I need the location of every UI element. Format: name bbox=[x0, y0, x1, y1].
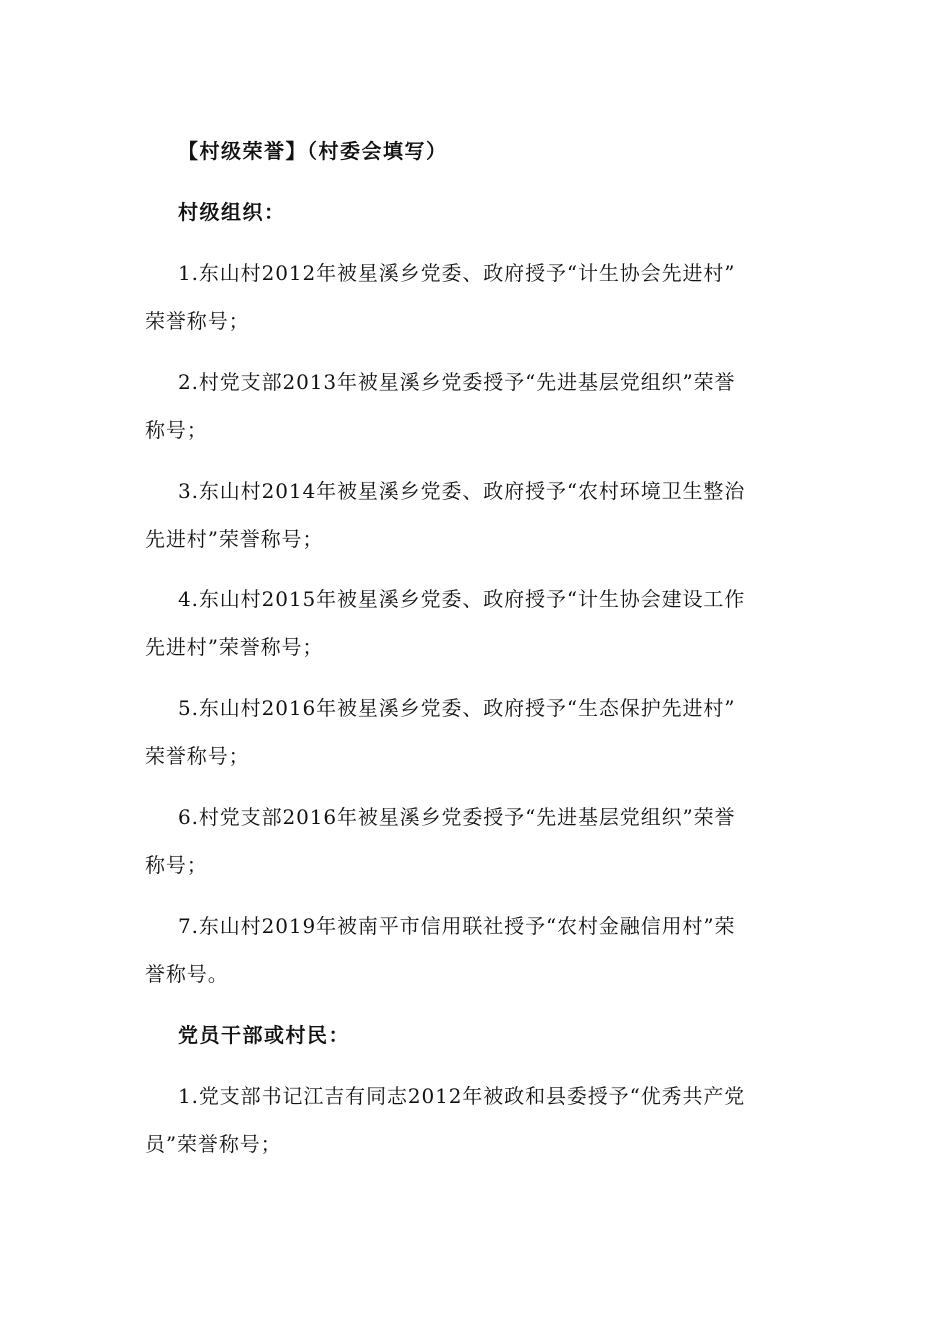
list-item-line: 先进村”荣誉称号； bbox=[145, 635, 324, 659]
list-item-line: 4.东山村2015年被星溪乡党委、政府授予“计生协会建设工作 bbox=[178, 587, 746, 611]
section-title-members: 党员干部或村民： bbox=[178, 1023, 350, 1047]
list-item-line: 荣誉称号； bbox=[145, 744, 250, 768]
list-item-line: 先进村”荣誉称号； bbox=[145, 527, 324, 551]
list-item-line: 1.党支部书记江吉有同志2012年被政和县委授予“优秀共产党 bbox=[178, 1084, 746, 1108]
list-item-line: 称号； bbox=[145, 418, 208, 442]
list-item-line: 荣誉称号； bbox=[145, 309, 250, 333]
list-item-line: 2.村党支部2013年被星溪乡党委授予“先进基层党组织”荣誉 bbox=[178, 370, 736, 394]
document-heading: 【村级荣誉】（村委会填写） bbox=[178, 139, 448, 163]
list-item-line: 5.东山村2016年被星溪乡党委、政府授予“生态保护先进村” bbox=[178, 696, 736, 720]
section-title-village: 村级组织： bbox=[178, 200, 286, 224]
list-item-line: 员”荣誉称号； bbox=[145, 1132, 282, 1156]
list-item-line: 7.东山村2019年被南平市信用联社授予“农村金融信用村”荣 bbox=[178, 914, 736, 938]
list-item-line: 3.东山村2014年被星溪乡党委、政府授予“农村环境卫生整治 bbox=[178, 479, 746, 503]
list-item-line: 称号； bbox=[145, 853, 208, 877]
list-item-line: 1.东山村2012年被星溪乡党委、政府授予“计生协会先进村” bbox=[178, 261, 736, 285]
list-item-line: 6.村党支部2016年被星溪乡党委授予“先进基层党组织”荣誉 bbox=[178, 805, 736, 829]
list-item-line: 誉称号。 bbox=[145, 962, 229, 986]
